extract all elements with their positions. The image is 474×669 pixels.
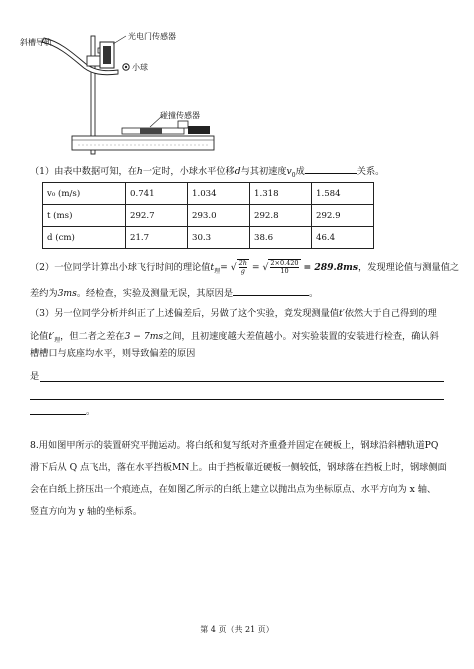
- table-cell: 0.741: [126, 183, 188, 205]
- q3-line2: 论值$t'_理$，但二者之差在3 − 7ms之间，且初速度越大差值越小。对实验装置的安装进行检查，确认斜: [30, 331, 439, 344]
- table-row: [43, 205, 374, 227]
- table-cell: 46.4: [312, 227, 374, 249]
- sqrt-formula-1: √ $\frac{2h}{g}$: [230, 259, 247, 275]
- label-photogate: 光电门传感器: [128, 32, 176, 41]
- q3-answer-line-3[interactable]: [30, 414, 86, 415]
- q8-line2: 滑下后从 Q 点飞出，落在水平挡板MN上。由于挡板靠近硬板一侧较低，钢球落在挡板上时，钢球侧面: [30, 462, 447, 473]
- table-row: [43, 227, 374, 249]
- table-cell: d (cm): [43, 227, 126, 249]
- q3-end: 。: [86, 406, 96, 417]
- label-track: 斜槽导轨: [20, 38, 52, 47]
- label-collision: 碰撞传感器: [160, 111, 200, 120]
- table-cell: 1.318: [250, 183, 312, 205]
- apparatus-figure: [0, 0, 474, 170]
- table-row: [43, 183, 374, 205]
- table-cell: 21.7: [126, 227, 188, 249]
- q3-line3: 槽槽口与底座均水平，则导致偏差的原因: [30, 348, 196, 359]
- table-cell: v₀ (m/s): [43, 183, 126, 205]
- table-cell: t (ms): [43, 205, 126, 227]
- table-cell: 30.3: [188, 227, 250, 249]
- page-number: 第 4 页（共 21 页）: [200, 625, 274, 634]
- label-ball: 小球: [132, 63, 148, 72]
- table-cell: 293.0: [188, 205, 250, 227]
- q1-line: （1）由表中数据可知，在h一定时，小球水平位移d与其初速度$v_0$成 关系。: [30, 163, 384, 182]
- q8-line3: 会在白纸上挤压出一个痕迹点，在如图乙所示的白纸上建立以抛出点为坐标原点、水平方向为 x 轴、: [30, 484, 437, 495]
- q3-answer-line-2[interactable]: [30, 399, 444, 400]
- sqrt-formula-2: √ $\frac{2\times 0.420}{10}$: [262, 259, 299, 275]
- clamp: [87, 56, 100, 66]
- q8-line1: 8.用如图甲所示的装置研究平抛运动。将白纸和复写纸对齐重叠并固定在硬板上，钢球沿斜槽轨道PQ: [30, 440, 439, 451]
- q2-line1: （2）一位同学计算出小球飞行时间的理论值$t_理=$ √ $\frac{2h}{g}$ = √ $\frac{2\times 0.420}{10}$ = 289.8ms，发现理论值与测量值之: [30, 259, 460, 275]
- data-table: [42, 182, 374, 249]
- base-board: [72, 136, 214, 150]
- q2-answer-blank[interactable]: [233, 285, 309, 296]
- q3-answer-line-1[interactable]: [40, 381, 444, 382]
- q2-line2: 差约为3ms。经检查，实验及测量无误，其原因是 。: [30, 285, 318, 300]
- table-cell: 38.6: [250, 227, 312, 249]
- q8-line4: 竖直方向为 y 轴的坐标系。: [30, 506, 143, 517]
- table-cell: 292.8: [250, 205, 312, 227]
- table-cell: 292.7: [126, 205, 188, 227]
- q3-line1: （3）另一位同学分析并纠正了上述偏差后，另做了这个实验，竟发现测量值t′依然大于自己得到的理: [30, 308, 437, 319]
- table-cell: 1.584: [312, 183, 374, 205]
- table-cell: 292.9: [312, 205, 374, 227]
- table-cell: 1.034: [188, 183, 250, 205]
- q1-answer-blank[interactable]: [305, 163, 357, 174]
- q3-line4: 是: [30, 371, 40, 382]
